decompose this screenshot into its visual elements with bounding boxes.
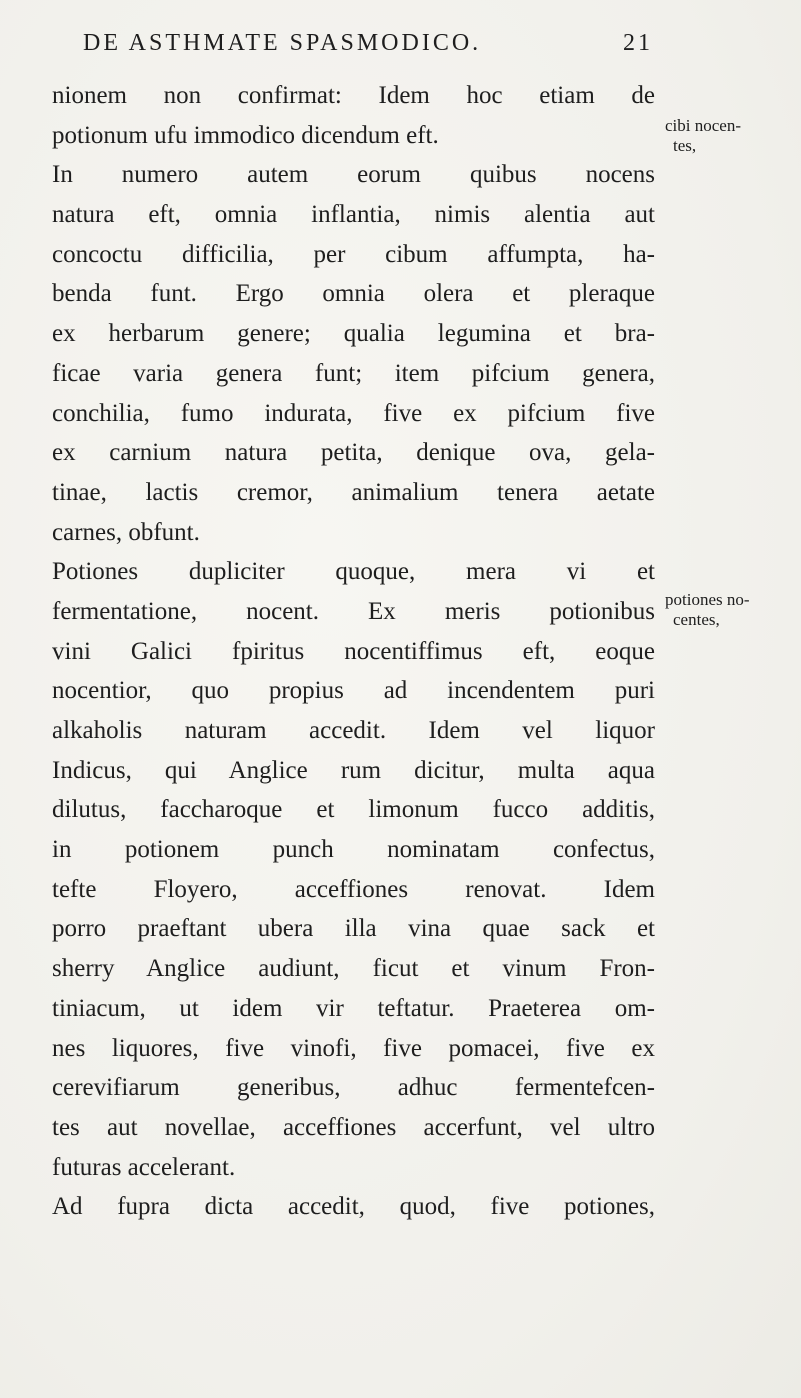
text-line: sherry Anglice audiunt, ficut et vinum Fron- <box>52 955 655 983</box>
running-head <box>83 30 653 62</box>
text-line: Potiones dupliciter quoque, mera vi et <box>52 558 655 586</box>
text-line: In numero autem eorum quibus nocens <box>52 161 655 189</box>
text-line: benda funt. Ergo omnia olera et pleraque <box>52 280 655 308</box>
text-line: alkaholis naturam accedit. Idem vel liquor <box>52 717 655 744</box>
text-line: ex herbarum genere; qualia legumina et bra- <box>52 320 655 348</box>
text-line: nes liquores, five vinofi, five pomacei, five ex <box>52 1034 655 1062</box>
text-line: porro praeftant ubera illa vina quae sack et <box>52 915 655 943</box>
body-text <box>52 76 655 1227</box>
text-line: nionem non confirmat: Idem hoc etiam de <box>52 82 655 109</box>
text-line: concoctu difficilia, per cibum affumpta, ha- <box>52 240 655 268</box>
text-line: ficae varia genera funt; item pifcium genera, <box>52 359 655 387</box>
text-line: futuras accelerant. <box>52 1153 236 1181</box>
text-line: tiniacum, ut idem vir teftatur. Praeterea om- <box>52 994 655 1022</box>
text-line: tes aut novellae, acceffiones accerfunt, vel ultro <box>52 1113 655 1141</box>
text-line: vini Galici fpiritus nocentiffimus eft, eoque <box>52 637 655 665</box>
margin-note <box>665 116 801 156</box>
text-line: in potionem punch nominatam confectus, <box>52 836 655 864</box>
margin-note-line: centes, <box>673 610 720 629</box>
text-line: ex carnium natura petita, denique ova, gela- <box>52 439 655 467</box>
margin-note-line: cibi nocen- <box>665 116 741 135</box>
text-line: cerevifiarum generibus, adhuc fermentefcen- <box>52 1074 655 1102</box>
text-line: natura eft, omnia inflantia, nimis alentia aut <box>52 201 655 229</box>
text-line: Indicus, qui Anglice rum dicitur, multa aqua <box>52 756 655 784</box>
margin-note-line: tes, <box>673 136 697 155</box>
text-line: Ad fupra dicta accedit, quod, five potiones, <box>52 1193 655 1221</box>
text-line: nocentior, quo propius ad incendentem puri <box>52 677 655 705</box>
margin-note-line: potiones no- <box>665 590 750 609</box>
text-line: carnes, obfunt. <box>52 518 200 546</box>
margin-note <box>665 590 801 630</box>
running-title: DE ASTHMATE SPASMODICO. <box>83 30 482 56</box>
text-line: conchilia, fumo indurata, five ex pifcium five <box>52 399 655 427</box>
page-number: 21 <box>623 30 653 56</box>
text-line: dilutus, faccharoque et limonum fucco additis, <box>52 796 655 824</box>
text-line: potionum ufu immodico dicendum eft. <box>52 121 439 149</box>
text-line: tefte Floyero, acceffiones renovat. Idem <box>52 875 655 903</box>
text-line: tinae, lactis cremor, animalium tenera aetate <box>52 478 655 506</box>
text-line: fermentatione, nocent. Ex meris potionibus <box>52 597 655 625</box>
